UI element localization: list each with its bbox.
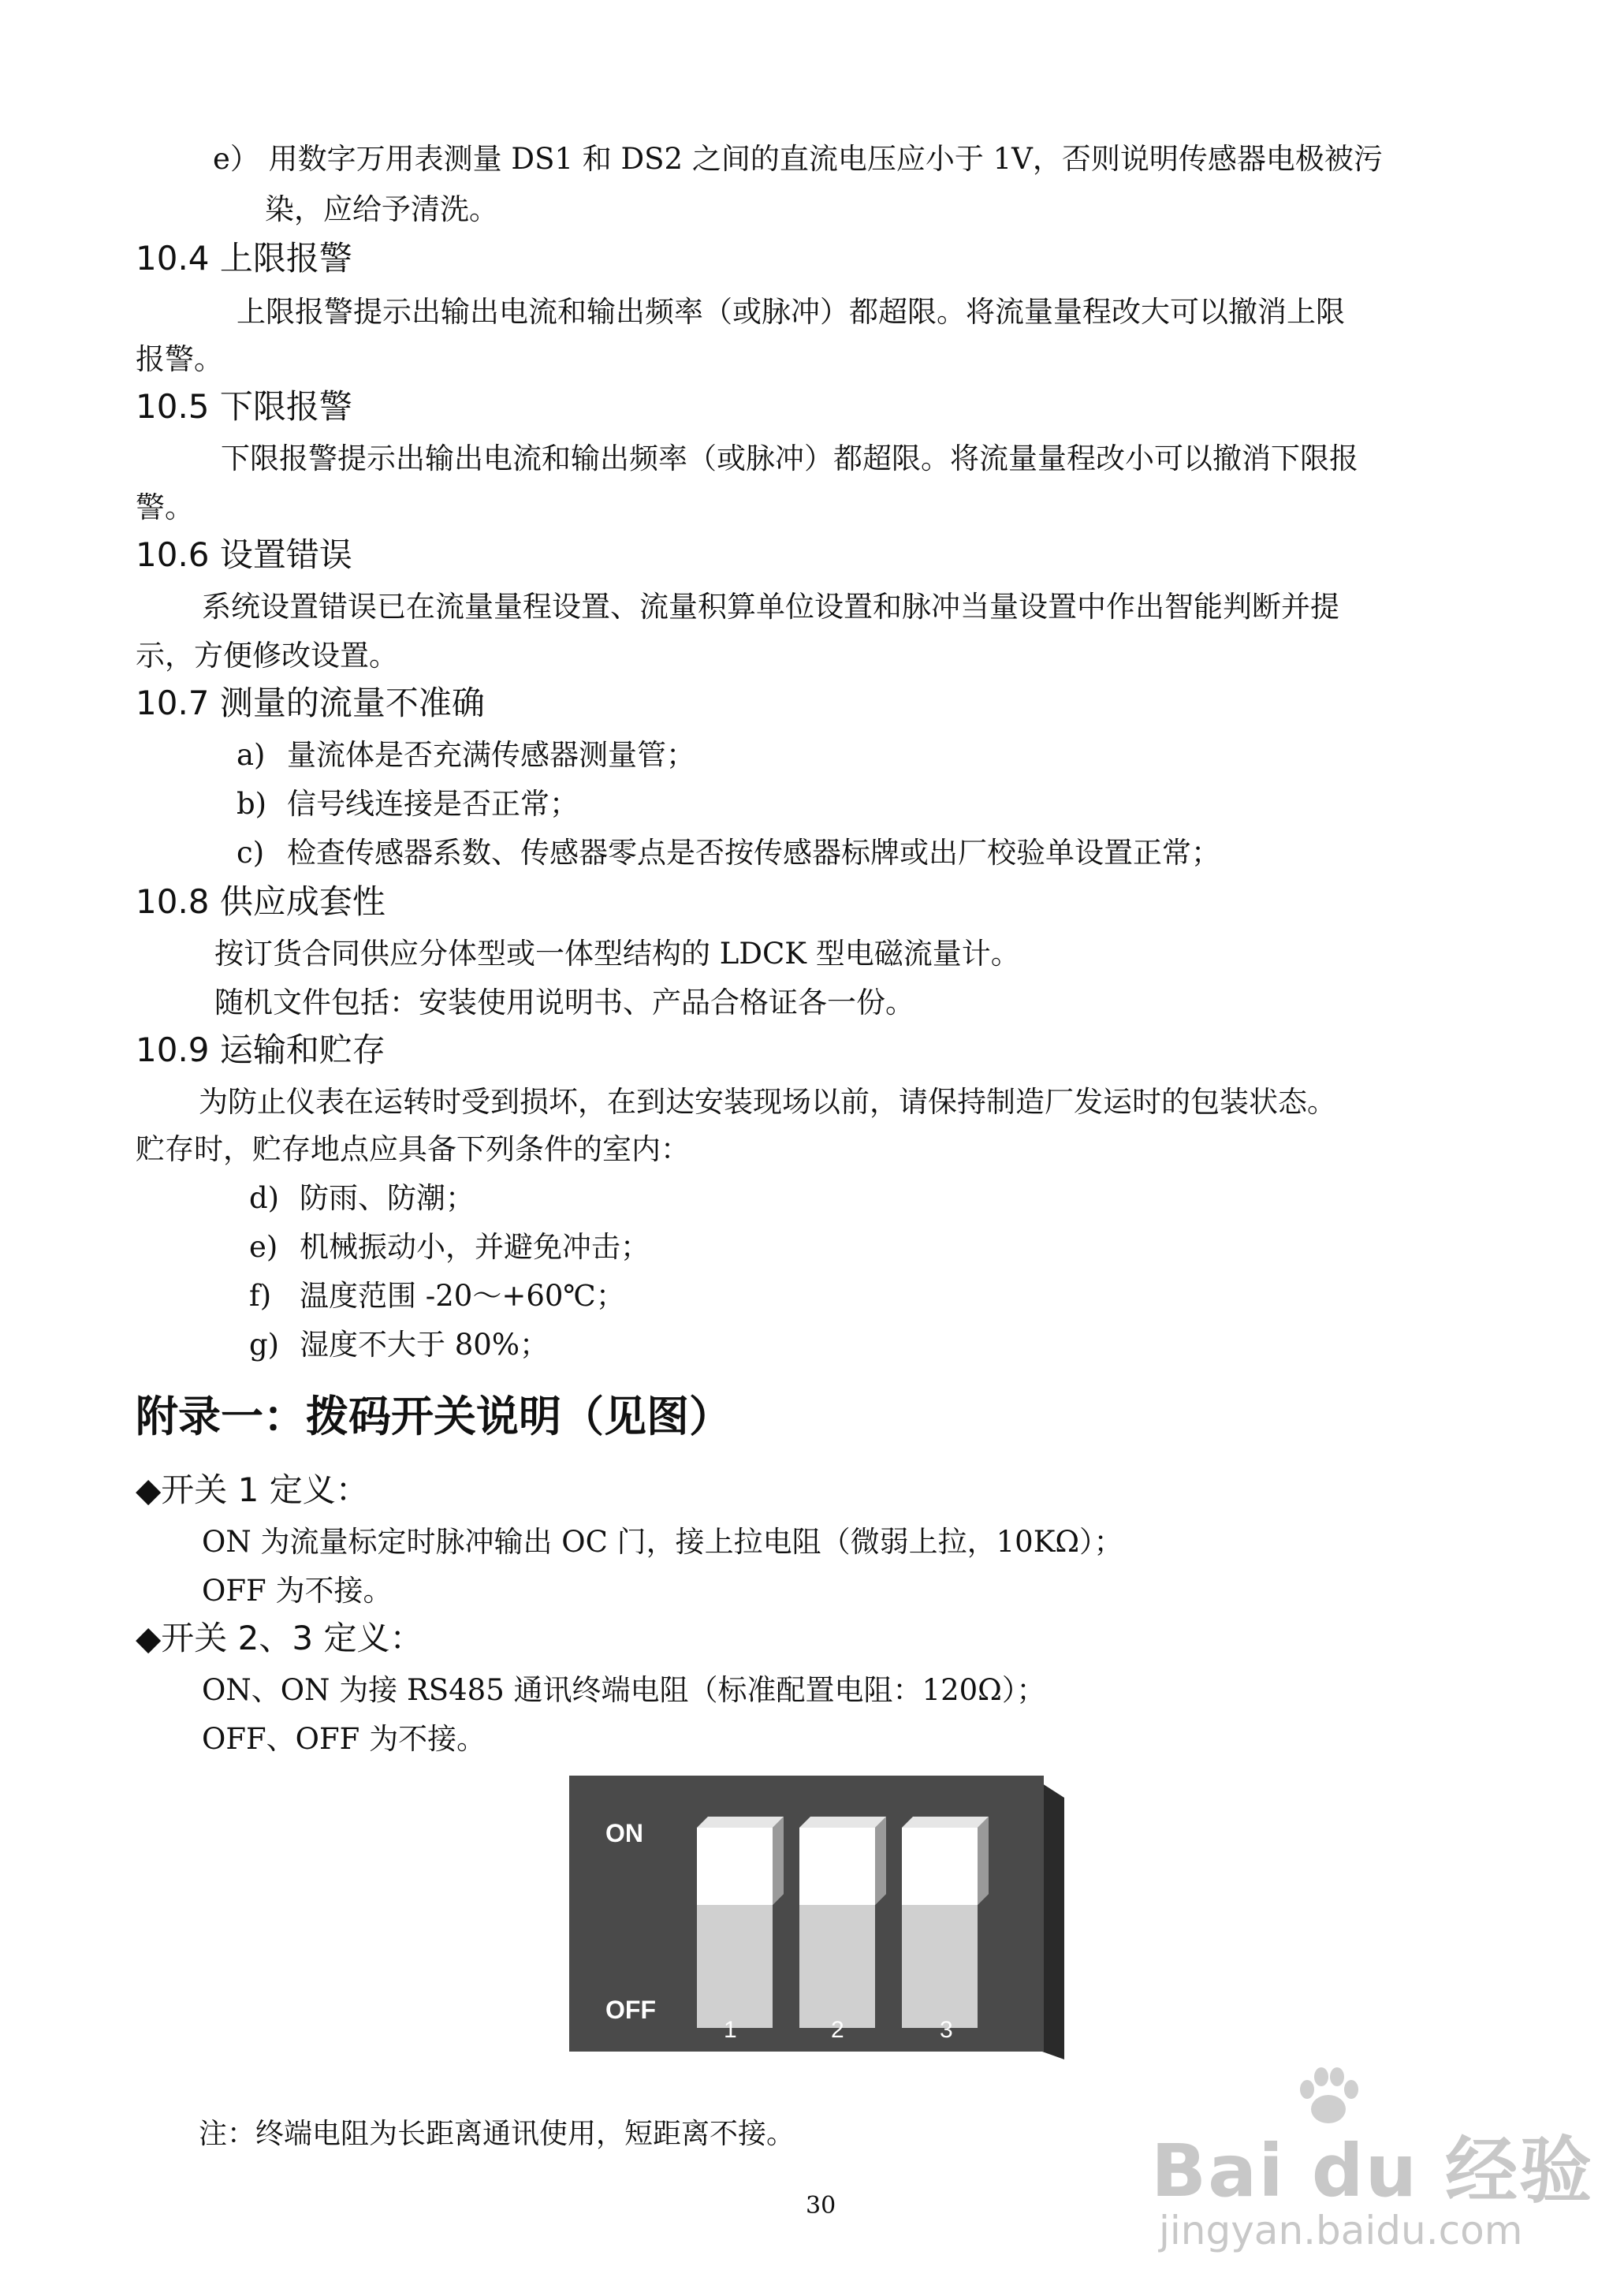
dip-switch-1[interactable] [697, 1817, 784, 2028]
section-10-4-line1: 上限报警提示出输出电流和输出频率（或脉冲）都超限。将流量量程改大可以撤消上限 [237, 295, 1345, 329]
list-item-label: c) [237, 836, 265, 870]
section-10-5-heading: 10.5 下限报警 [136, 387, 352, 426]
appendix-title: 附录一：拨码开关说明（见图） [136, 1392, 732, 1441]
list-item [249, 1178, 475, 1219]
list-item [249, 1325, 549, 1366]
section-10-8-line2: 随机文件包括：安装使用说明书、产品合格证各一份。 [214, 986, 914, 1019]
section-10-9-line1: 为防止仪表在运转时受到损坏，在到达安装现场以前，请保持制造厂发运时的包装状态。 [199, 1085, 1336, 1119]
dip-switch-3[interactable] [902, 1817, 989, 2028]
dip-switch-2[interactable] [799, 1817, 886, 2028]
dip-number-3: 3 [940, 2017, 953, 2043]
item-e-continuation: 染，应给予清洗。 [265, 192, 498, 226]
list-item [237, 735, 695, 776]
dip-number-2: 2 [831, 2017, 844, 2043]
section-10-6-line2: 示，方便修改设置。 [136, 639, 398, 673]
dip-on-label: ON [605, 1819, 643, 1847]
list-item-text: 信号线连接是否正常； [287, 787, 579, 821]
switch1-line2: OFF 为不接。 [202, 1574, 393, 1608]
dip-switch-diagram [569, 1776, 1066, 2059]
item-text: 用数字万用表测量 DS1 和 DS2 之间的直流电压应小于 1V，否则说明传感器电极被污 [268, 142, 1383, 176]
dip-side-shade [1042, 1784, 1064, 2059]
section-10-6-line1: 系统设置错误已在流量量程设置、流量积算单位设置和脉冲当量设置中作出智能判断并提 [202, 590, 1339, 624]
section-10-8-heading: 10.8 供应成套性 [136, 882, 386, 921]
list-item-label: d) [249, 1181, 280, 1215]
switch1-heading: ◆开关 1 定义： [136, 1470, 369, 1509]
list-item-text: 量流体是否充满传感器测量管； [287, 738, 695, 772]
section-10-8-line1: 按订货合同供应分体型或一体型结构的 LDCK 型电磁流量计。 [214, 937, 1020, 971]
list-item-text: 防雨、防潮； [300, 1181, 475, 1215]
list-item-text: 检查传感器系数、传感器零点是否按传感器标牌或出厂校验单设置正常； [287, 836, 1220, 870]
list-item-label: a) [237, 738, 266, 772]
list-item-text: 温度范围 -20～+60℃； [300, 1279, 625, 1313]
list-item-text: 湿度不大于 80%； [300, 1328, 549, 1362]
page-number: 30 [806, 2192, 836, 2220]
list-item [249, 1227, 650, 1268]
switch1-line1: ON 为流量标定时脉冲输出 OC 门，接上拉电阻（微弱上拉，10KΩ）； [202, 1525, 1123, 1559]
section-10-9-heading: 10.9 运输和贮存 [136, 1031, 386, 1069]
section-10-7-heading: 10.7 测量的流量不准确 [136, 684, 485, 722]
list-item [237, 784, 579, 825]
note-text: 注：终端电阻为长距离通讯使用，短距离不接。 [199, 2118, 795, 2150]
baidu-watermark-url: jingyan.baidu.com [1159, 2208, 1523, 2253]
dip-number-1: 1 [724, 2017, 737, 2043]
section-10-4-line2: 报警。 [136, 342, 223, 376]
list-item [237, 833, 1220, 874]
baidu-watermark-logo: Bai du 经验 [1151, 2129, 1594, 2213]
section-10-9-line2: 贮存时，贮存地点应具备下列条件的室内： [136, 1132, 690, 1166]
section-10-5-line2: 警。 [136, 490, 194, 524]
list-item-label: g) [249, 1328, 280, 1362]
list-item-label: e) [249, 1230, 278, 1264]
section-10-6-heading: 10.6 设置错误 [136, 535, 352, 574]
paw-icon [1293, 2066, 1364, 2129]
list-item [249, 1276, 625, 1317]
switch23-heading: ◆开关 2、3 定义： [136, 1619, 423, 1657]
list-item-text: 机械振动小，并避免冲击； [300, 1230, 650, 1264]
switch23-line2: OFF、OFF 为不接。 [202, 1722, 486, 1756]
section-10-5-line1: 下限报警提示出输出电流和输出频率（或脉冲）都超限。将流量量程改小可以撤消下限报 [221, 442, 1358, 475]
dip-off-label: OFF [605, 1996, 656, 2024]
list-item-label: b) [237, 787, 267, 821]
section-10-4-heading: 10.4 上限报警 [136, 239, 352, 278]
item-label: e） [213, 142, 259, 176]
list-item-label: f) [249, 1279, 272, 1313]
item-e-text [213, 139, 1383, 180]
switch23-line1: ON、ON 为接 RS485 通讯终端电阻（标准配置电阻：120Ω）； [202, 1673, 1046, 1707]
